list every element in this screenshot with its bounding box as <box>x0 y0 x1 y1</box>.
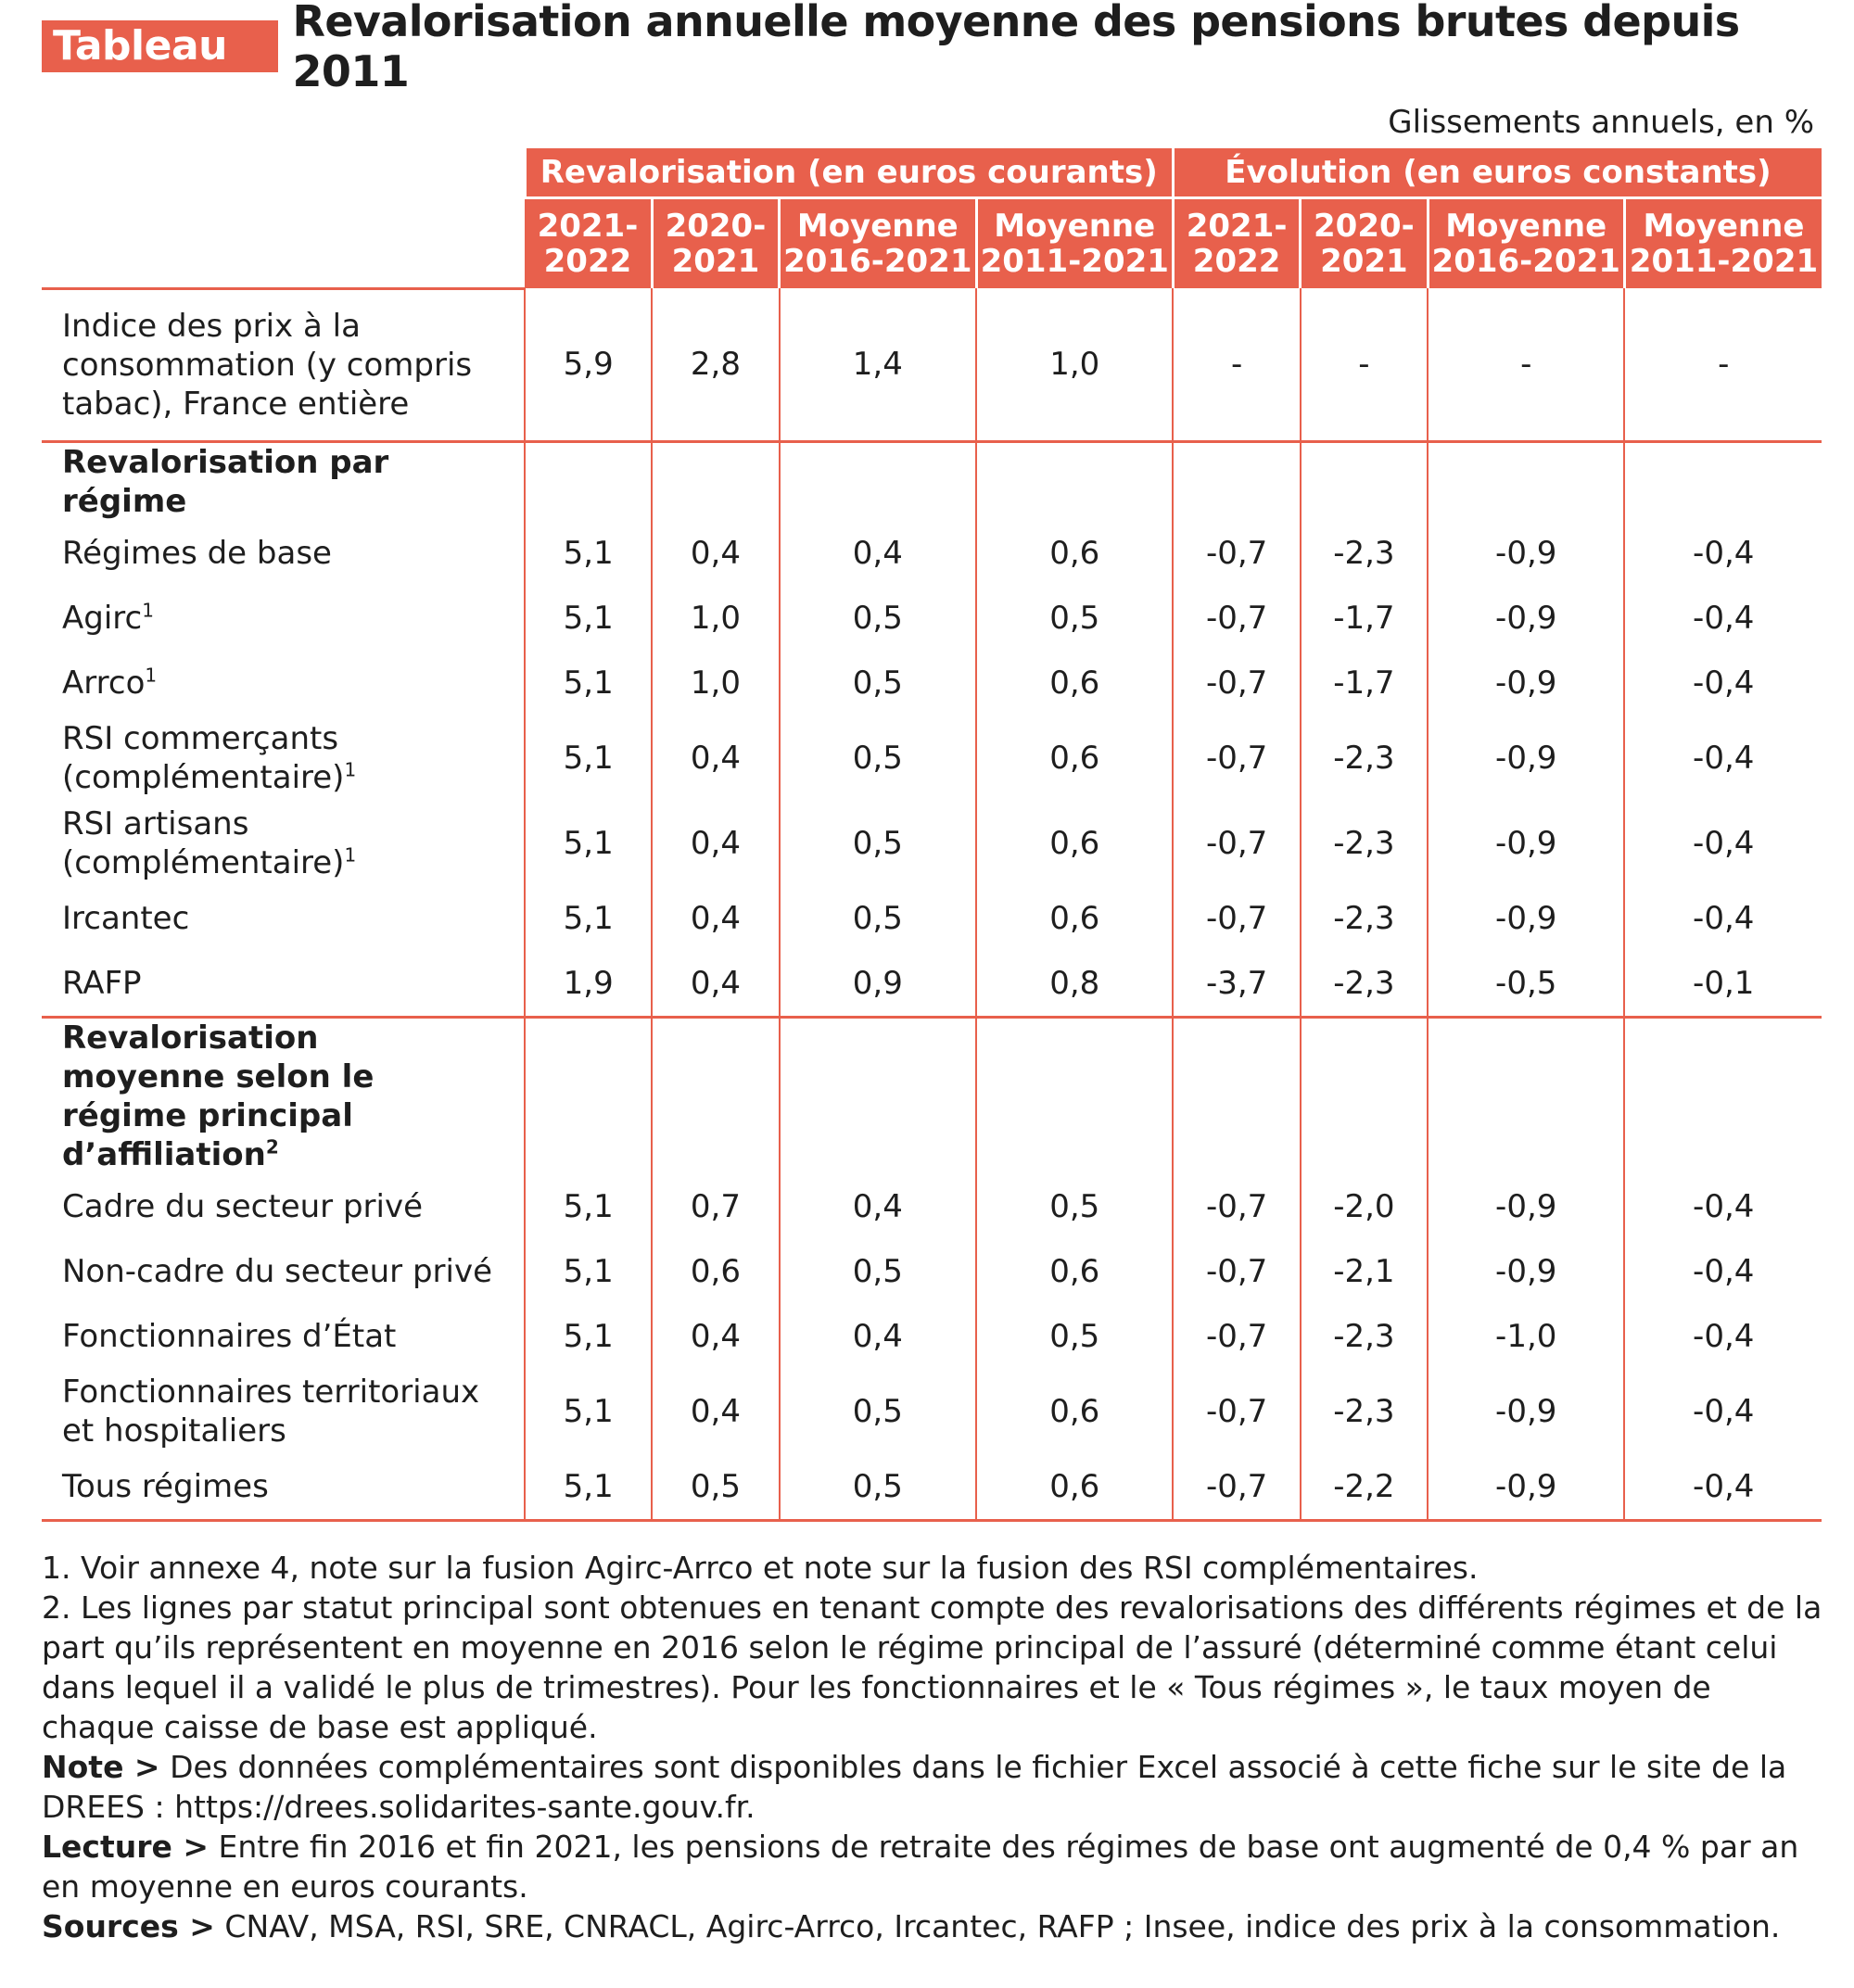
footnote-marker: 1 <box>344 758 357 781</box>
table-cell: -0,7 <box>1173 886 1300 951</box>
table-cell: 0,7 <box>652 1174 779 1239</box>
row-label <box>42 1454 525 1521</box>
table-cell: 0,5 <box>780 651 976 715</box>
table-cell: 0,6 <box>652 1239 779 1304</box>
table-row <box>42 521 1822 586</box>
table-cell: 0,6 <box>976 1454 1173 1521</box>
table-cell: -0,7 <box>1173 1239 1300 1304</box>
table-cell: -0,4 <box>1624 715 1822 801</box>
table-cell: 1,0 <box>652 651 779 715</box>
table-cell: -0,9 <box>1428 1174 1624 1239</box>
table-cell: -2,2 <box>1301 1454 1428 1521</box>
table-cell: 0,5 <box>780 1239 976 1304</box>
column-header-2 <box>780 198 976 289</box>
table-cell: -0,4 <box>1624 801 1822 886</box>
table-cell: -0,1 <box>1624 951 1822 1018</box>
row-label <box>42 886 525 951</box>
table-number-tag: Tableau 1 <box>42 20 278 72</box>
table-cell: 0,5 <box>780 886 976 951</box>
table-cell: 0,6 <box>976 1369 1173 1454</box>
table-row <box>42 651 1822 715</box>
row-label-text: Régimes de base <box>62 534 332 572</box>
table-cell: -0,9 <box>1428 651 1624 715</box>
table-cell: 0,8 <box>976 951 1173 1018</box>
table-cell <box>976 441 1173 521</box>
table-cell: 0,6 <box>976 886 1173 951</box>
table-body <box>42 288 1822 1520</box>
table-cell: 0,4 <box>652 1304 779 1369</box>
column-header-line: 2022 <box>543 243 632 280</box>
table-cell: -2,3 <box>1301 1369 1428 1454</box>
row-label <box>42 586 525 651</box>
table-cell: -0,7 <box>1173 1304 1300 1369</box>
table-cell: 0,5 <box>780 1454 976 1521</box>
table-cell <box>1428 1017 1624 1174</box>
table-cell: 5,1 <box>525 521 652 586</box>
table-cell <box>1624 1017 1822 1174</box>
title-row <box>42 0 1854 121</box>
column-header-7 <box>1624 198 1822 289</box>
table-cell: 5,1 <box>525 586 652 651</box>
table-cell: 1,0 <box>652 586 779 651</box>
table-cell: -3,7 <box>1173 951 1300 1018</box>
column-header-line: 2021- <box>537 208 639 245</box>
table-cell: -0,9 <box>1428 886 1624 951</box>
table-cell: 0,5 <box>976 1174 1173 1239</box>
table-cell: -0,4 <box>1624 1369 1822 1454</box>
row-label-text: Ircantec <box>62 899 190 937</box>
column-header-5 <box>1301 198 1428 289</box>
corner-cell <box>42 148 525 288</box>
column-header-3 <box>976 198 1173 289</box>
table-cell <box>976 1017 1173 1174</box>
table-row <box>42 1454 1822 1521</box>
table-row <box>42 801 1822 886</box>
table-cell: -0,7 <box>1173 586 1300 651</box>
table-cell: 0,4 <box>780 1304 976 1369</box>
column-header-line: 2022 <box>1192 243 1281 280</box>
table-cell: 0,4 <box>652 886 779 951</box>
table-cell: 0,5 <box>976 1304 1173 1369</box>
row-label-text: Fonctionnaires territoriaux et hospitaliers <box>62 1373 480 1450</box>
table-cell: 5,1 <box>525 886 652 951</box>
table-cell: -0,9 <box>1428 1454 1624 1521</box>
row-label-text: Revalorisation par régime <box>62 443 389 520</box>
table-cell: 0,4 <box>652 715 779 801</box>
lecture-label: Lecture > <box>42 1829 210 1865</box>
row-label <box>42 1174 525 1239</box>
table-cell: -0,7 <box>1173 651 1300 715</box>
footnote-marker: 1 <box>145 664 158 687</box>
table-cell: 5,1 <box>525 1454 652 1521</box>
table-cell: - <box>1624 288 1822 441</box>
row-label <box>42 1304 525 1369</box>
table-cell: 5,1 <box>525 1304 652 1369</box>
row-label-text: Tous régimes <box>62 1467 269 1505</box>
table-cell: -0,4 <box>1624 1304 1822 1369</box>
table-cell: -0,7 <box>1173 1454 1300 1521</box>
table-cell: 0,6 <box>976 1239 1173 1304</box>
table-cell: -0,7 <box>1173 1369 1300 1454</box>
table-cell: -2,3 <box>1301 801 1428 886</box>
table-cell: 0,4 <box>780 521 976 586</box>
table-cell: 0,4 <box>780 1174 976 1239</box>
data-table <box>42 148 1822 1522</box>
table-cell: 5,1 <box>525 715 652 801</box>
row-label <box>42 715 525 801</box>
lecture-text: Entre fin 2016 et fin 2021, les pensions de retraite des régimes de base ont augmenté de 0,4 % par an en moyenne en euros courants. <box>42 1829 1799 1905</box>
table-cell: -0,4 <box>1624 1174 1822 1239</box>
row-label-text: Fonctionnaires d’État <box>62 1317 397 1355</box>
table-cell: -0,4 <box>1624 521 1822 586</box>
row-label-text: RSI artisans (complémentaire) <box>62 804 345 881</box>
table-cell: 0,9 <box>780 951 976 1018</box>
column-header-line: 2021 <box>1320 243 1408 280</box>
column-header-line: 2021 <box>671 243 760 280</box>
lecture-paragraph <box>42 1827 1826 1906</box>
row-label <box>42 1369 525 1454</box>
footnote-1: 1. Voir annexe 4, note sur la fusion Agirc-Arrco et note sur la fusion des RSI complémentaires. <box>42 1550 1479 1586</box>
table-cell: -0,7 <box>1173 1174 1300 1239</box>
table-cell: -2,0 <box>1301 1174 1428 1239</box>
table-row <box>42 1174 1822 1239</box>
table-row <box>42 886 1822 951</box>
table-cell: 0,4 <box>652 801 779 886</box>
table-cell: 0,4 <box>652 951 779 1018</box>
footnote-marker: 2 <box>265 1135 279 1159</box>
column-header-line: 2016-2021 <box>783 243 972 280</box>
row-label-text: Agirc <box>62 599 143 637</box>
table-cell <box>652 441 779 521</box>
table-cell: 0,4 <box>652 1369 779 1454</box>
table-cell <box>1428 441 1624 521</box>
table-cell <box>525 1017 652 1174</box>
table-cell: 1,0 <box>976 288 1173 441</box>
table-cell <box>652 1017 779 1174</box>
table-cell: 5,1 <box>525 651 652 715</box>
footnote-marker: 1 <box>142 599 154 622</box>
table-cell <box>525 441 652 521</box>
table-cell: - <box>1428 288 1624 441</box>
table-cell: 2,8 <box>652 288 779 441</box>
column-header-6 <box>1428 198 1624 289</box>
row-label-text: Non-cadre du secteur privé <box>62 1252 493 1290</box>
column-header-line: 2011-2021 <box>1629 243 1819 280</box>
table-cell: -0,9 <box>1428 1369 1624 1454</box>
column-header-4 <box>1173 198 1300 289</box>
section-header-row <box>42 1017 1822 1174</box>
table-cell: 1,4 <box>780 288 976 441</box>
column-header-line: Moyenne <box>994 208 1156 245</box>
table-row <box>42 951 1822 1018</box>
table-cell: 5,1 <box>525 1239 652 1304</box>
table-cell: -0,9 <box>1428 801 1624 886</box>
table-cell: -0,7 <box>1173 715 1300 801</box>
table-row <box>42 586 1822 651</box>
table-cell: -1,7 <box>1301 651 1428 715</box>
column-header-line: 2020- <box>665 208 767 245</box>
table-cell: 0,6 <box>976 651 1173 715</box>
table-cell <box>1301 1017 1428 1174</box>
row-label <box>42 521 525 586</box>
column-header-line: Moyenne <box>796 208 959 245</box>
table-cell: - <box>1173 288 1300 441</box>
table-cell: 0,4 <box>652 521 779 586</box>
row-label <box>42 441 525 521</box>
table-cell: 5,9 <box>525 288 652 441</box>
footnote-marker: 1 <box>344 843 357 867</box>
footnote-2: 2. Les lignes par statut principal sont obtenues en tenant compte des revalorisations des différents régimes et de la part qu’ils représentent en moyenne en 2016 selon le régime principal de l’assuré (déterminé comme étant celui dans lequel il a validé le plus de trimestres). Pour les fonctionnaires et le « Tous régimes », le taux moyen de chaque caisse de base est appliqué. <box>42 1589 1822 1745</box>
table-cell: 5,1 <box>525 1369 652 1454</box>
sources-text: CNAV, MSA, RSI, SRE, CNRACL, Agirc-Arrco, Ircantec, RAFP ; Insee, indice des prix à la consommation. <box>214 1908 1781 1944</box>
sources-label: Sources > <box>42 1908 215 1944</box>
table-cell: 0,6 <box>976 521 1173 586</box>
row-label <box>42 801 525 886</box>
row-label <box>42 1239 525 1304</box>
column-header-1 <box>652 198 779 289</box>
row-label <box>42 1017 525 1174</box>
table-cell: 5,1 <box>525 1174 652 1239</box>
table-cell <box>1301 441 1428 521</box>
column-header-0 <box>525 198 652 289</box>
table-row <box>42 1304 1822 1369</box>
table-cell: -2,3 <box>1301 715 1428 801</box>
table-cell: -0,7 <box>1173 801 1300 886</box>
table-cell: -0,4 <box>1624 651 1822 715</box>
table-cell: 0,5 <box>780 715 976 801</box>
table-cell: 0,5 <box>780 586 976 651</box>
table-cell: 1,9 <box>525 951 652 1018</box>
row-label <box>42 288 525 441</box>
table-cell: -2,3 <box>1301 886 1428 951</box>
table-cell: -1,7 <box>1301 586 1428 651</box>
row-label-text: Indice des prix à la consommation (y compris tabac), France entière <box>62 307 473 423</box>
table-cell <box>1624 441 1822 521</box>
table-cell: 5,1 <box>525 801 652 886</box>
table-cell: - <box>1301 288 1428 441</box>
table-cell: -2,3 <box>1301 951 1428 1018</box>
table-cell: -0,5 <box>1428 951 1624 1018</box>
row-label-text: Cadre du secteur privé <box>62 1187 424 1225</box>
table-row <box>42 1239 1822 1304</box>
column-header-line: 2016-2021 <box>1431 243 1620 280</box>
note-text: Des données complémentaires sont disponibles dans le fichier Excel associé à cette fiche sur le site de la DREES : https://drees.solidarites-sante.gouv.fr. <box>42 1749 1787 1825</box>
table-cell: -0,4 <box>1624 1454 1822 1521</box>
table-cell: -0,7 <box>1173 521 1300 586</box>
column-header-line: 2020- <box>1314 208 1415 245</box>
table-row <box>42 288 1822 441</box>
table-cell: 0,6 <box>976 715 1173 801</box>
table-cell <box>1173 1017 1300 1174</box>
table-cell: -1,0 <box>1428 1304 1624 1369</box>
group-header-constant-euros: Évolution (en euros constants) <box>1173 148 1822 198</box>
table-row <box>42 715 1822 801</box>
table-cell: -0,9 <box>1428 521 1624 586</box>
table-cell <box>780 1017 976 1174</box>
group-header-current-euros: Revalorisation (en euros courants) <box>525 148 1173 198</box>
row-label-text: Revalorisation moyenne selon le régime principal d’affiliation <box>62 1019 375 1173</box>
note-label: Note > <box>42 1749 160 1785</box>
table-cell: -0,9 <box>1428 586 1624 651</box>
table-cell <box>780 441 976 521</box>
units-caption: Glissements annuels, en % <box>1388 104 1814 141</box>
table-cell: 0,5 <box>780 801 976 886</box>
row-label <box>42 951 525 1018</box>
table-cell: 0,5 <box>652 1454 779 1521</box>
sources-paragraph <box>42 1906 1826 1946</box>
column-header-line: Moyenne <box>1445 208 1607 245</box>
table-cell: -0,4 <box>1624 886 1822 951</box>
row-label-text: Arrco <box>62 664 146 702</box>
column-header-line: 2011-2021 <box>980 243 1169 280</box>
table-cell <box>1173 441 1300 521</box>
section-header-row <box>42 441 1822 521</box>
table-cell: 0,5 <box>976 586 1173 651</box>
table-row <box>42 1369 1822 1454</box>
table-cell: -0,9 <box>1428 1239 1624 1304</box>
table-cell: -2,1 <box>1301 1239 1428 1304</box>
table-cell: -0,9 <box>1428 715 1624 801</box>
row-label <box>42 651 525 715</box>
row-label-text: RAFP <box>62 964 142 1002</box>
table-cell: -0,4 <box>1624 586 1822 651</box>
table-cell: -2,3 <box>1301 521 1428 586</box>
footnotes <box>42 1548 1826 1946</box>
row-label-text: RSI commerçants (complémentaire) <box>62 719 345 796</box>
note-paragraph <box>42 1747 1826 1827</box>
column-header-line: 2021- <box>1186 208 1288 245</box>
table-cell: -0,4 <box>1624 1239 1822 1304</box>
table-cell: 0,5 <box>780 1369 976 1454</box>
table-cell: 0,6 <box>976 801 1173 886</box>
table-title: Revalorisation annuelle moyenne des pensions brutes depuis 2011 <box>292 0 1740 96</box>
table-cell: -2,3 <box>1301 1304 1428 1369</box>
column-header-line: Moyenne <box>1643 208 1805 245</box>
